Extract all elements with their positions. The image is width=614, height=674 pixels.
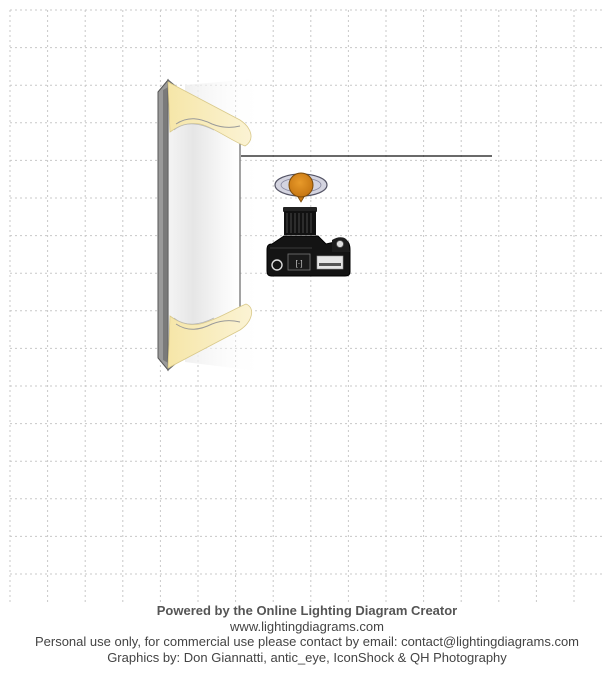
subject-head xyxy=(289,173,313,197)
powered-by-text: Powered by the Online Lighting Diagram Creator xyxy=(156,603,458,618)
license-text: Personal use only, for commercial use please contact by email: contact@lightingdiagrams.com xyxy=(34,634,580,649)
camera-dial xyxy=(337,241,344,248)
camera-mode-dial xyxy=(272,260,282,270)
person-top-view-icon[interactable] xyxy=(275,173,327,202)
background-grid xyxy=(10,10,602,603)
softbox-strip-light-icon[interactable] xyxy=(158,78,265,372)
dslr-camera-icon[interactable] xyxy=(267,207,350,276)
camera-top-screen-text xyxy=(319,263,341,266)
diagram-footer xyxy=(0,603,614,665)
credits-text: Graphics by: Don Giannatti, antic_eye, IconShock & QH Photography xyxy=(107,649,507,665)
camera-lens-grip xyxy=(287,213,311,233)
camera-top-screen xyxy=(317,256,343,269)
subject-nose xyxy=(298,197,304,202)
website-link[interactable]: www.lightingdiagrams.com xyxy=(230,618,384,634)
camera-viewfinder-mark: [·] xyxy=(295,259,303,268)
